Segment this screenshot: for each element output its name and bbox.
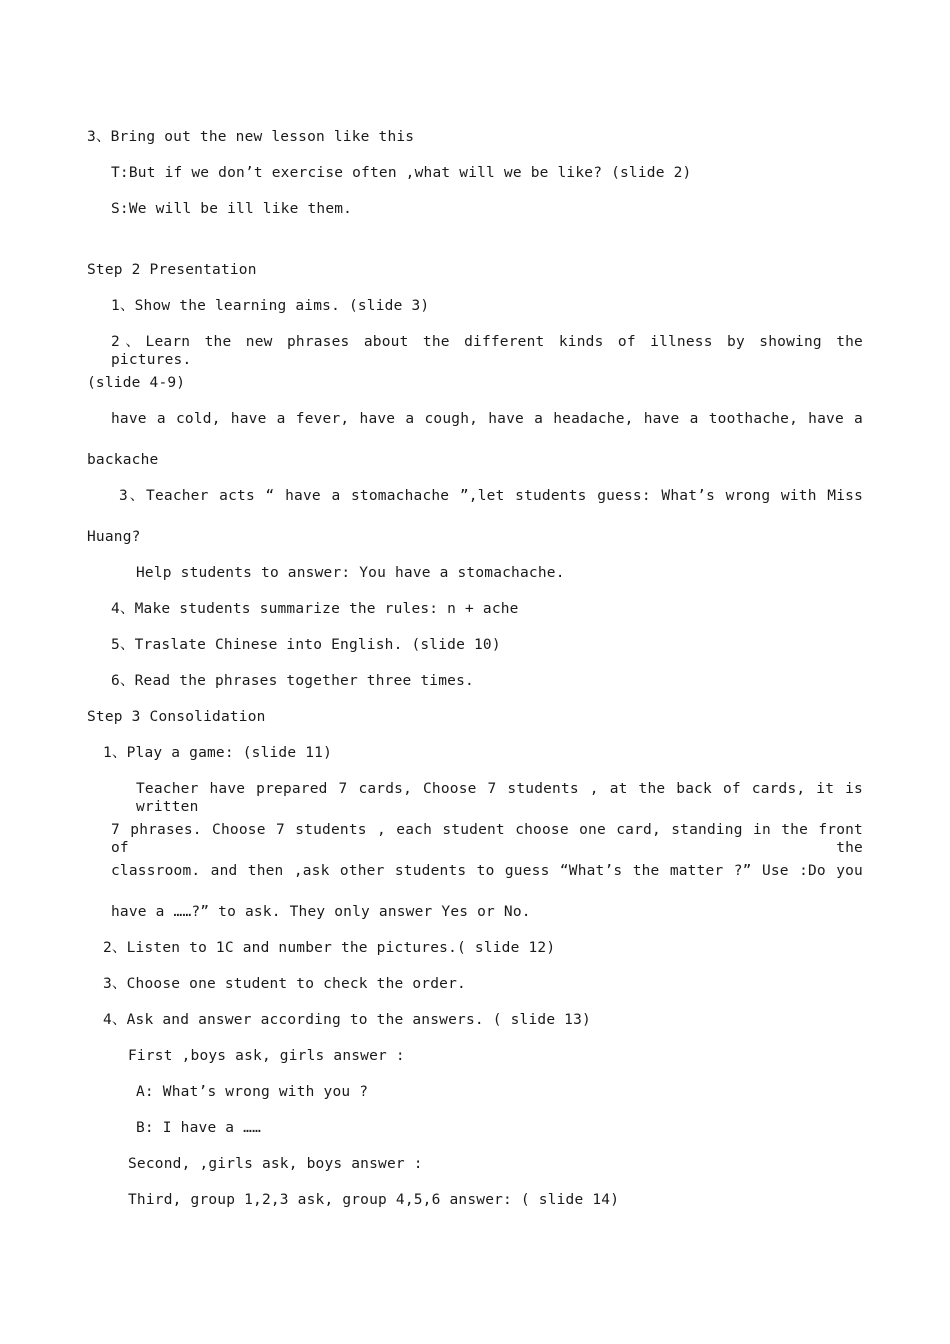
game-desc-2: 7 phrases. Choose 7 students , each student choose one card, standing in the front of the [111, 822, 863, 856]
game-desc-1: Teacher have prepared 7 cards, Choose 7 students , at the back of cards, it is written [136, 781, 863, 815]
student-answer: S:We will be ill like them. [111, 201, 353, 217]
step2-heading: Step 2 Presentation [87, 262, 257, 278]
game-desc-3: classroom. and then ,ask other students to guess “What’s the matter ?” Use :Do you [111, 863, 863, 879]
step2-item6: 6、Read the phrases together three times. [111, 673, 474, 689]
game-desc-4: have a ……?” to ask. They only answer Yes or No. [111, 904, 531, 920]
dialog-b: B: I have a …… [136, 1120, 262, 1136]
step2-item3-cont: Huang? [87, 529, 141, 545]
teacher-question: T:But if we don’t exercise often ,what will we be like? (slide 2) [111, 165, 692, 181]
help-answer: Help students to answer: You have a stomachache. [136, 565, 565, 581]
step2-item4: 4、Make students summarize the rules: n + ache [111, 601, 519, 617]
dialog-third: Third, group 1,2,3 ask, group 4,5,6 answer: ( slide 14) [128, 1192, 620, 1208]
step2-item3: 3、Teacher acts “ have a stomachache ”,let students guess: What’s wrong with Miss [119, 488, 863, 504]
dialog-first: First ,boys ask, girls answer : [128, 1048, 405, 1064]
step2-item1: 1、Show the learning aims. (slide 3) [111, 298, 430, 314]
step3-item1: 1、Play a game: (slide 11) [103, 745, 333, 761]
step3-item2: 2、Listen to 1C and number the pictures.( slide 12) [103, 940, 556, 956]
step3-heading: Step 3 Consolidation [87, 709, 266, 725]
dialog-second: Second, ,girls ask, boys answer : [128, 1156, 423, 1172]
dialog-a: A: What’s wrong with you ? [136, 1084, 369, 1100]
phrases-line-cont: backache [87, 452, 159, 468]
step2-item2-cont: (slide 4-9) [87, 375, 186, 391]
step3-item3: 3、Choose one student to check the order. [103, 976, 466, 992]
phrases-line: have a cold, have a fever, have a cough, have a headache, have a toothache, have a [111, 411, 863, 427]
step1-item3: 3、Bring out the new lesson like this [87, 129, 415, 145]
step3-item4: 4、Ask and answer according to the answers. ( slide 13) [103, 1012, 591, 1028]
step2-item5: 5、Traslate Chinese into English. (slide 10) [111, 637, 501, 653]
step2-item2: 2、Learn the new phrases about the different kinds of illness by showing the pictures. [111, 334, 863, 368]
